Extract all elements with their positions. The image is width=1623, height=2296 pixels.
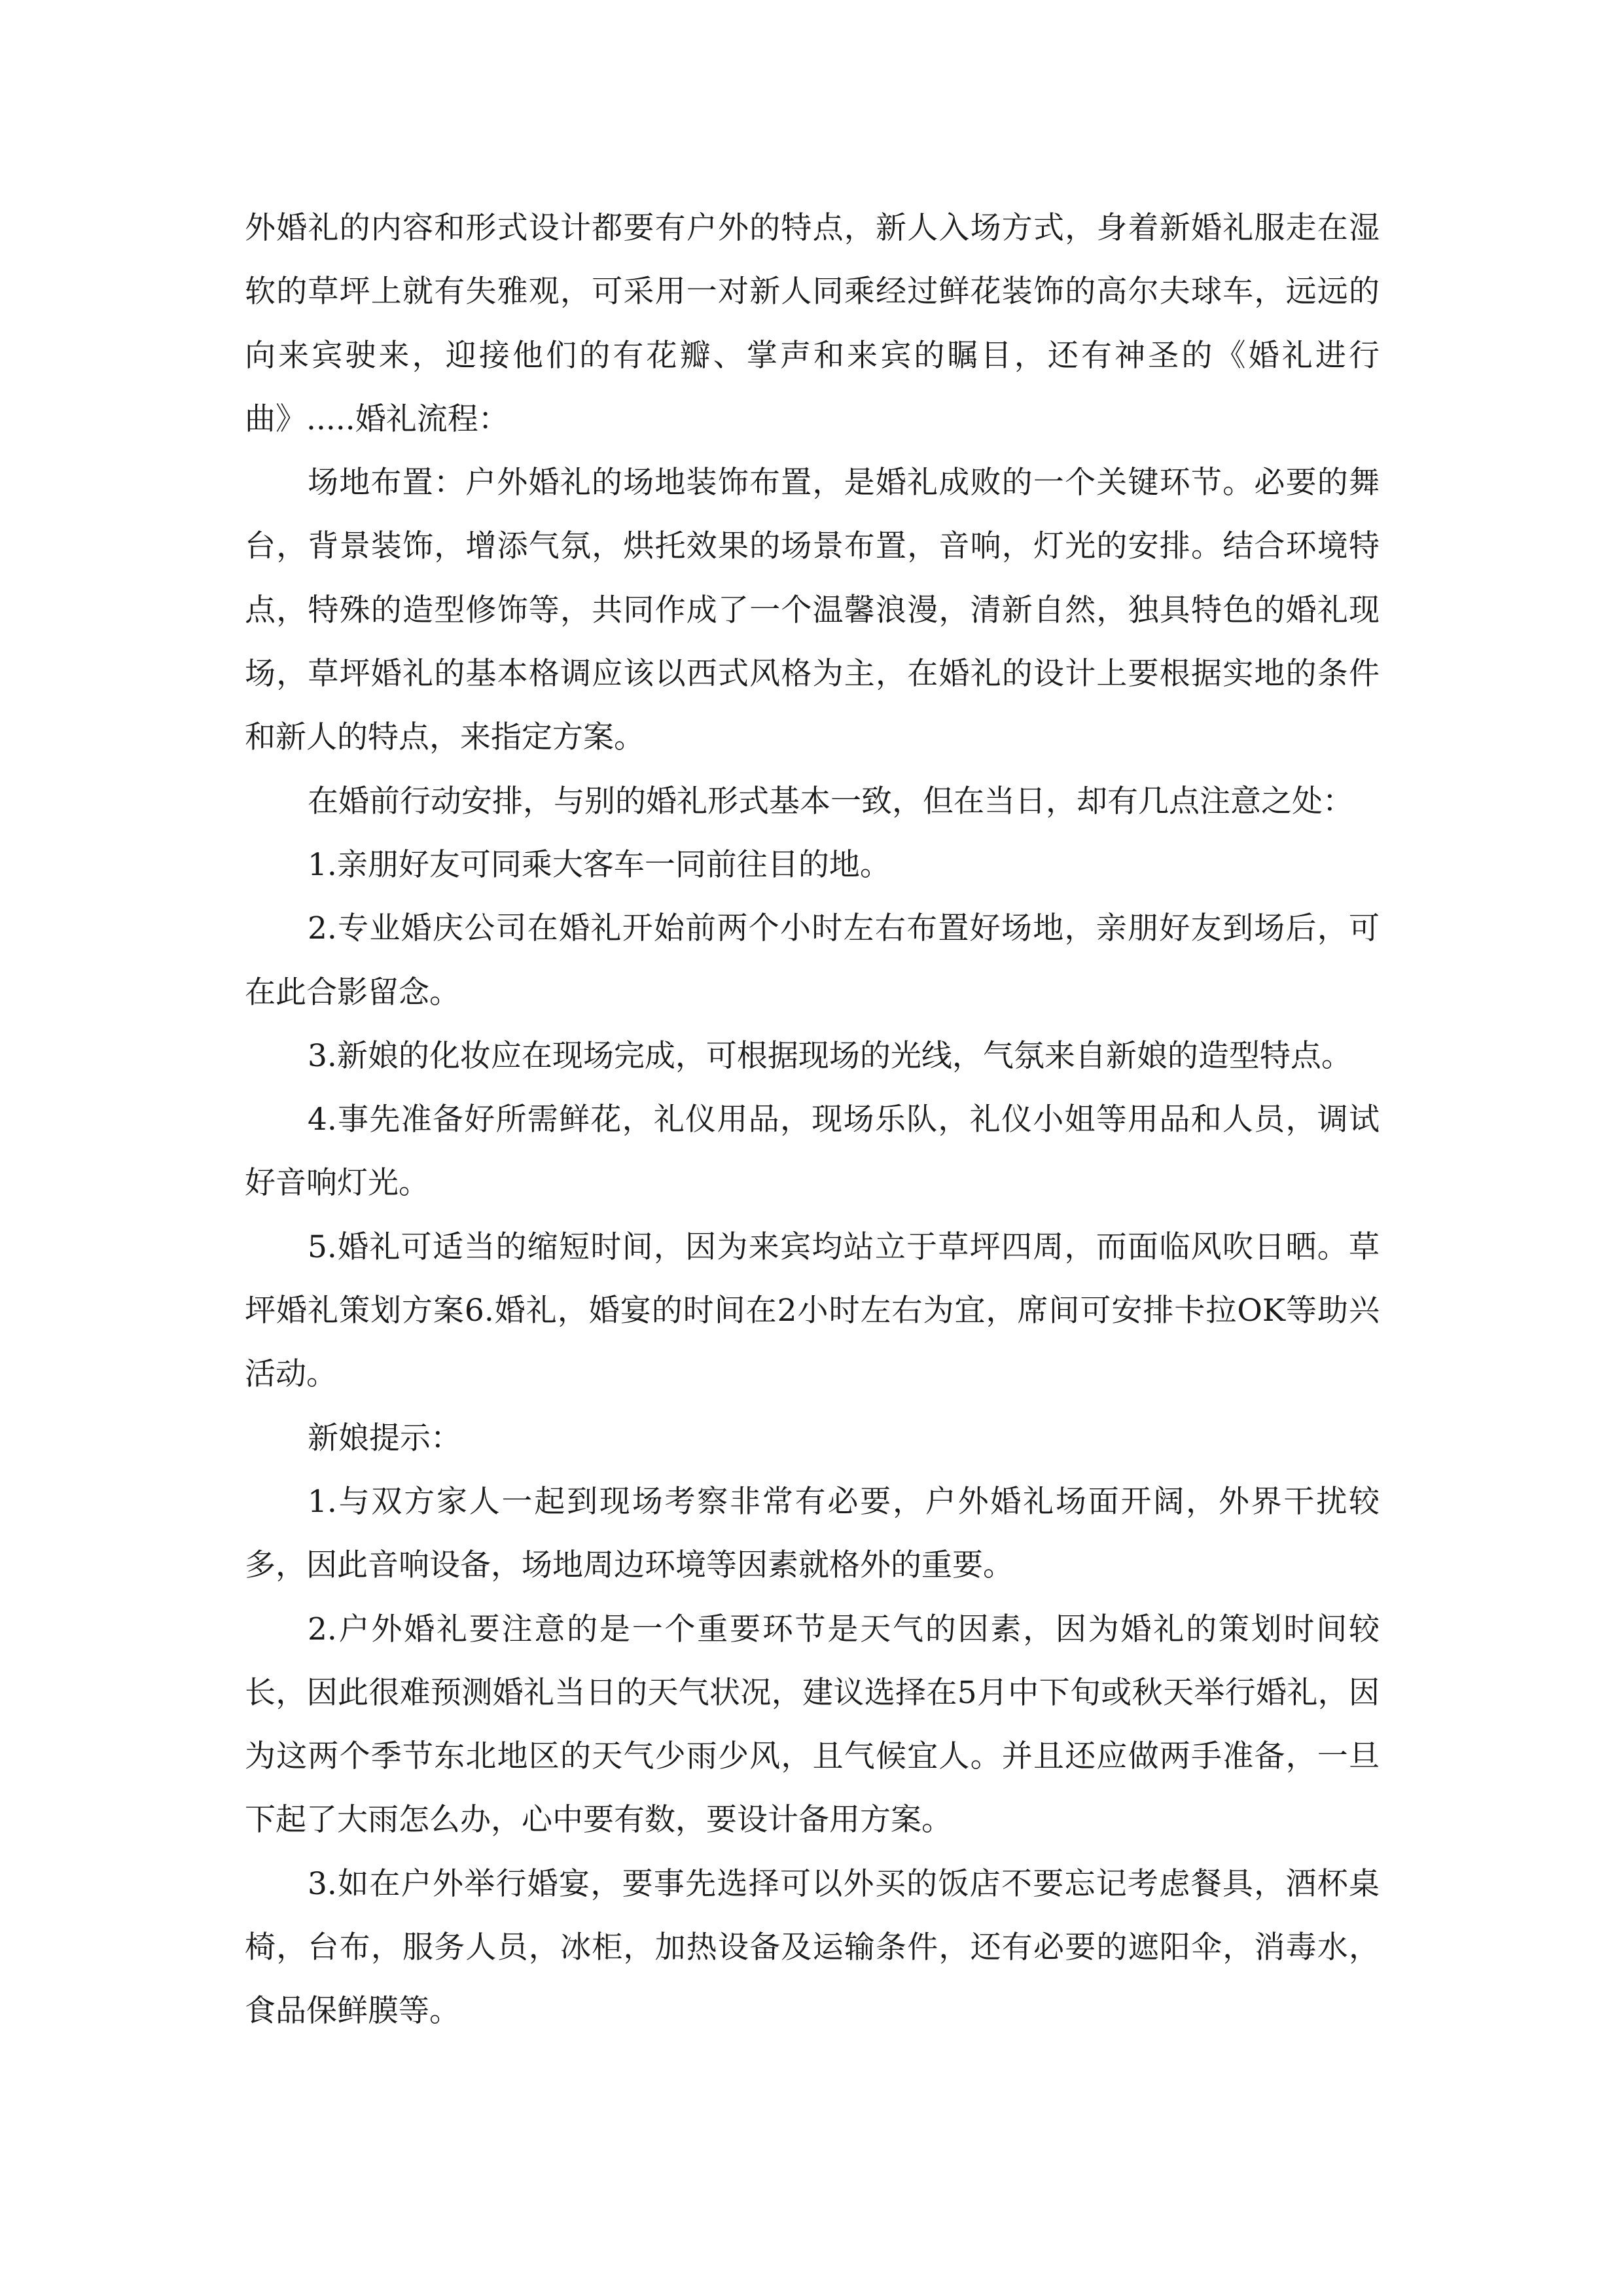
paragraph-tip-3: 3.如在户外举行婚宴，要事先选择可以外买的饭店不要忘记考虑餐具，酒杯桌椅，台布，服务人员，冰柜，加热设备及运输条件，还有必要的遮阳伞，消毒水，食品保鲜膜等。 bbox=[245, 1865, 1380, 2030]
paragraph-day-notes-intro: 在婚前行动安排，与别的婚礼形式基本一致，但在当日，却有几点注意之处： bbox=[308, 783, 1353, 819]
paragraph-tip-2: 2.户外婚礼要注意的是一个重要环节是天气的因素，因为婚礼的策划时间较长，因此很难预测婚礼当日的天气状况，建议选择在5月中下旬或秋天举行婚礼，因为这两个季节东北地区的天气少雨少风，且气候宜人。并且还应做两手准备，一旦下起了大雨怎么办，心中要有数，要设计备用方案。 bbox=[245, 1611, 1380, 1839]
paragraph-note-5-6: 5.婚礼可适当的缩短时间，因为来宾均站立于草坪四周，而面临风吹日晒。草坪婚礼策划方案6.婚礼，婚宴的时间在2小时左右为宜，席间可安排卡拉OK等助兴活动。 bbox=[245, 1229, 1380, 1393]
paragraph-note-2: 2.专业婚庆公司在婚礼开始前两个小时左右布置好场地，亲朋好友到场后，可在此合影留念。 bbox=[245, 910, 1380, 1011]
paragraph-note-4: 4.事先准备好所需鲜花，礼仪用品，现场乐队，礼仪小姐等用品和人员，调试好音响灯光。 bbox=[245, 1102, 1380, 1202]
paragraph-tip-1: 1.与双方家人一起到现场考察非常有必要，户外婚礼场面开阔，外界干扰较多，因此音响设备，场地周边环境等因素就格外的重要。 bbox=[245, 1483, 1380, 1584]
paragraph-intro: 外婚礼的内容和形式设计都要有户外的特点，新人入场方式，身着新婚礼服走在湿软的草坪上就有失雅观，可采用一对新人同乘经过鲜花装饰的高尔夫球车，远远的向来宾驶来，迎接他们的有花瓣、掌声和来宾的瞩目，还有神圣的《婚礼进行曲》.....婚礼流程： bbox=[245, 210, 1380, 437]
paragraph-note-3: 3.新娘的化妆应在现场完成，可根据现场的光线，气氛来自新娘的造型特点。 bbox=[308, 1037, 1352, 1074]
paragraph-bride-tips-heading: 新娘提示： bbox=[308, 1420, 461, 1456]
paragraph-note-1: 1.亲朋好友可同乘大客车一同前往目的地。 bbox=[308, 846, 891, 883]
document-body bbox=[245, 196, 1380, 2043]
paragraph-venue-setup: 场地布置：户外婚礼的场地装饰布置，是婚礼成败的一个关键环节。必要的舞台，背景装饰，增添气氛，烘托效果的场景布置，音响，灯光的安排。结合环境特点，特殊的造型修饰等，共同作成了一个温馨浪漫，清新自然，独具特色的婚礼现场，草坪婚礼的基本格调应该以西式风格为主，在婚礼的设计上要根据实地的条件和新人的特点，来指定方案。 bbox=[245, 465, 1380, 756]
